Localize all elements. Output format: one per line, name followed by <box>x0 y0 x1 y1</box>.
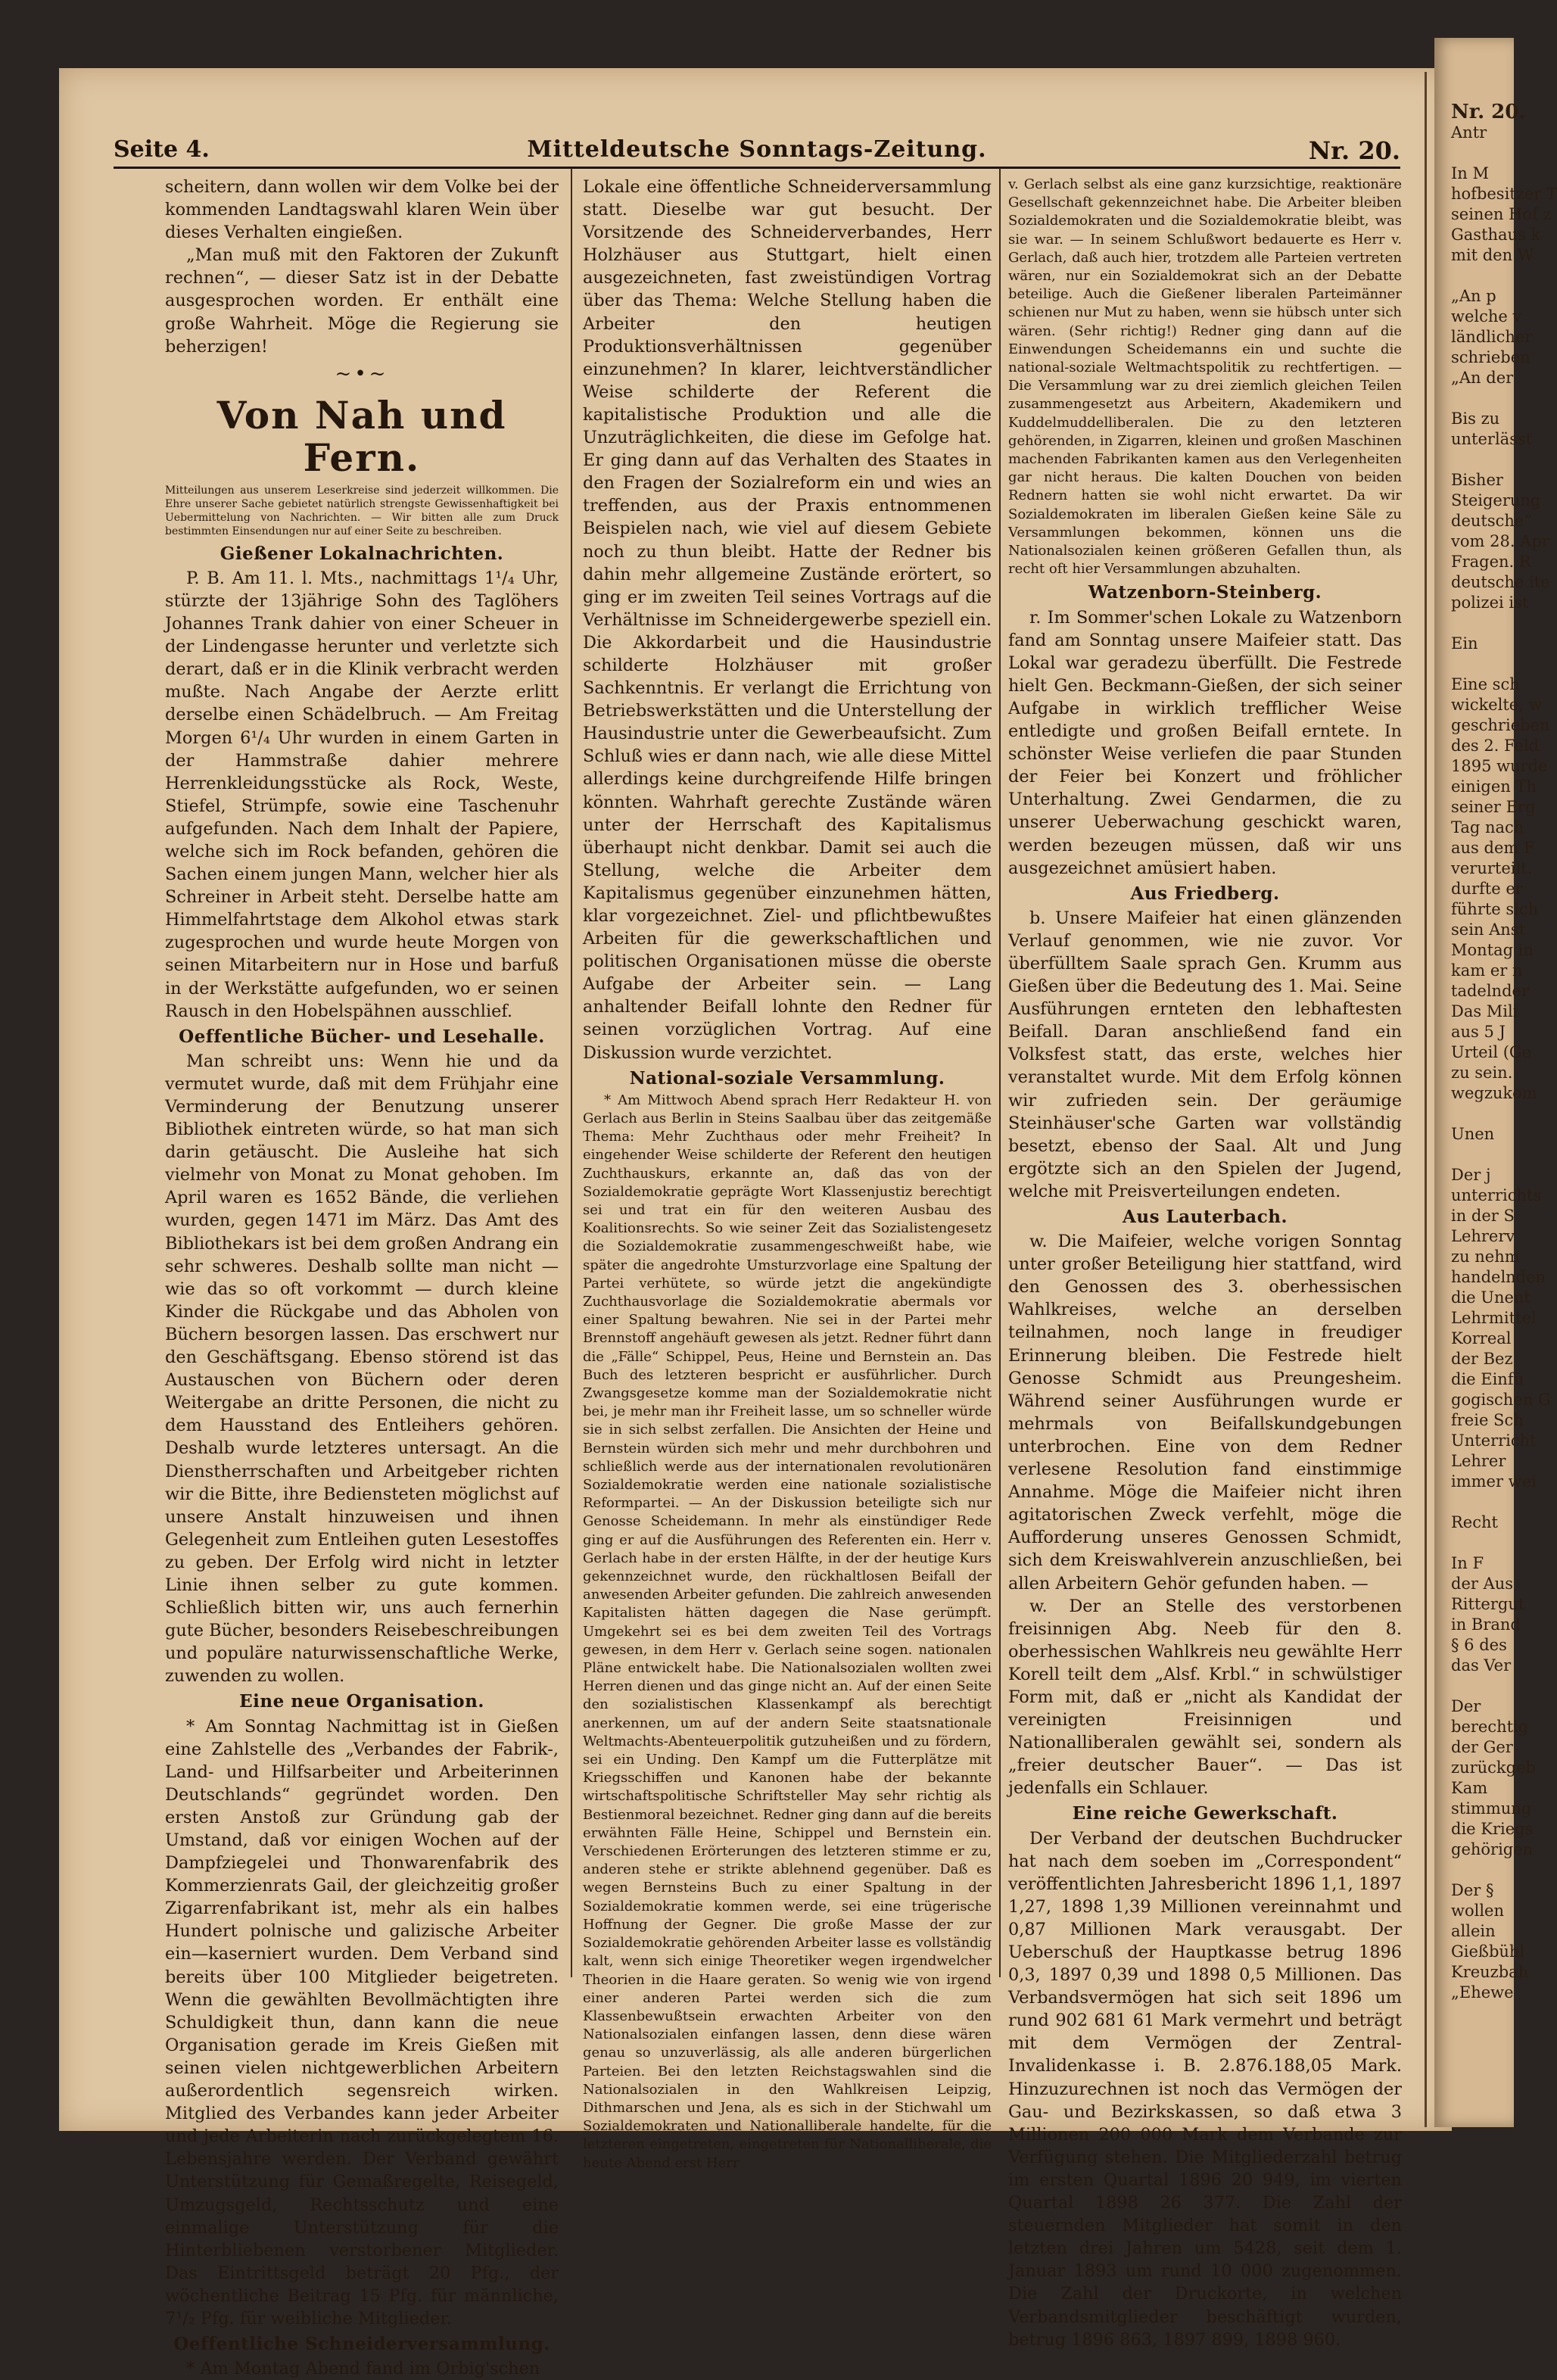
adjacent-page-fragment <box>1434 38 1557 2127</box>
paragraph: Der Verband der deutschen Buchdrucker hat nach dem soeben im „Correspondent“ veröffentlichten Jahresbericht 1896 1,1, 1897 1,27, 1898 1,39 Millionen vereinnahmt und 0,87 Millionen Mark verausgabt. Der Ueberschuß der Hauptkasse betrug 1896 0,3, 1897 0,39 und 1898 0,5 Millionen. Das Verbandsvermögen hat sich seit 1896 um rund 902 681 61 Mark vermehrt und beträgt mit dem Vermögen der Zentral-Invalidenkasse i. B. 2.876.188,05 Mark. Hinzuzurechnen ist noch das Vermögen der Gau- und Bezirkskassen, so daß etwa 3 Millionen 200 000 Mark dem Verbande zur Verfügung stehen. Die Mitgliederzahl betrug im ersten Quartal 1896 20 949, im vierten Quartal 1898 26 377. Die Zahl der steuernden Mitglieder hat somit in den letzten drei Jahren um 5428, seit dem 1. Januar 1893 um rund 10 000 zugenommen. Die Zahl der Druckorte, in welchen Verbandsmitglieder beschäftigt wurden, betrug 1896 863, 1897 899, 1898 960. <box>1008 1828 1402 2350</box>
adjacent-page-line: Unen <box>1451 1125 1495 1143</box>
adjacent-page-line: Eine sch <box>1451 675 1520 693</box>
adjacent-page-line <box>1434 1676 1514 1696</box>
adjacent-page-line: Rittergut <box>1451 1595 1525 1613</box>
column-1 <box>165 176 559 2379</box>
adjacent-page-line: kam er n <box>1451 961 1523 980</box>
adjacent-page-line: freie Sch <box>1451 1411 1524 1429</box>
adjacent-page-line: durfte er <box>1451 880 1523 898</box>
adjacent-page-line: „An p <box>1451 287 1496 305</box>
adjacent-page-line: das Ver <box>1451 1656 1512 1674</box>
adjacent-page-line: Ein <box>1451 634 1478 653</box>
adjacent-page-line <box>1434 1492 1514 1512</box>
ornament-divider: ~•~ <box>335 362 389 385</box>
adjacent-page-line: verurteilt. <box>1451 859 1533 877</box>
adjacent-page-line: aus 5 J <box>1451 1023 1506 1041</box>
header-rule <box>114 167 1400 169</box>
adjacent-page-line: Nr. 20. <box>1451 101 1526 123</box>
page-number: Seite 4. <box>114 136 210 163</box>
adjacent-page-line: polizei ist <box>1451 593 1529 612</box>
adjacent-page-line: Gießbühl <box>1451 1942 1525 1961</box>
adjacent-page-line: Lehrer <box>1451 1452 1506 1470</box>
paragraph: w. Die Maifeier, welche vorigen Sonntag unter großer Beteiligung hier stattfand, wird den Genossen des 3. oberhessischen Wahlkreises, welche an derselben teilnahmen, noch lange in freudiger Erinnerung bleiben. Die Festrede hielt Genosse Schmidt aus Preungesheim. Während seiner Ausführungen wurde er mehrmals von Beifallskundgebungen unterbrochen. Eine von dem Redner verlesene Resolution fand einstimmige Annahme. Möge die Maifeier nicht ihren agitatorischen Zweck verfehlt, möge die Aufforderung unseres Genossen Schmidt, sich dem Kreiswahlverein anzuschließen, bei allen Arbeitern Gehör gefunden haben. — <box>1008 1232 1402 1593</box>
column-2 <box>583 176 992 2171</box>
adjacent-page-line: allein <box>1451 1922 1496 1940</box>
adjacent-page-line: welche v <box>1451 307 1522 326</box>
paragraph: v. Gerlach selbst als eine ganz kurzsichtige, reaktionäre Gesellschaft gekennzeichnet habe. Die Arbeiter bleiben Sozialdemokraten und die Sozialdemokratie bleibt, was sie war. — In seinem Schlußwort bedauerte es Herr v. Gerlach, daß auch hier, trotzdem alle Parteien vertreten wären, nur ein Sozialdemokrat sich an der Debatte beteilige. Auch die Gießener liberalen Parteimänner schienen nur Mut zu haben, wenn sie hübsch unter sich wären. (Sehr richtig!) Redner ging dann auf die Einwendungen Scheidemanns ein und suchte die national-soziale Weltmachtspolitik zu rechtfertigen. — Die Versammlung war zu drei ziemlich gleichen Teilen zusammengesetzt aus Arbeitern, Akademikern und Kuddelmuddelliberalen. Die zu den letzteren gehörenden, in Zigarren, kleinen und großen Maschinen machenden Fabrikanten kamen aus den Verlegenheiten gar nicht heraus. Die kalten Douchen von beiden Rednern hatten sie wohl nicht erwartet. Da wir Sozialdemokraten im liberalen Gießen keine Säle zu Versammlungen bekommen, können uns die Nationalsozialen keinen größeren Gefallen thun, als recht oft hier Versammlungen abzuhalten. <box>1008 176 1402 578</box>
adjacent-page-line: Bisher <box>1451 471 1503 489</box>
adjacent-page-line: in der S <box>1451 1207 1515 1225</box>
adjacent-page-line <box>1434 143 1514 164</box>
article-heading: Eine neue Organisation. <box>239 1691 484 1712</box>
adjacent-page-line: sein Anst <box>1451 921 1526 939</box>
adjacent-page-line: § 6 des <box>1451 1636 1507 1654</box>
adjacent-page-line: der Ger <box>1451 1738 1513 1756</box>
adjacent-page-line: ländlicher <box>1451 328 1533 346</box>
adjacent-page-line: In F <box>1451 1554 1484 1572</box>
adjacent-page-line: „Ehewe <box>1451 1983 1514 2002</box>
adjacent-page-line: seinen Hof z <box>1451 205 1552 223</box>
adjacent-page-line: immer wei <box>1451 1472 1537 1491</box>
adjacent-page-line: Antr <box>1451 123 1487 142</box>
adjacent-page-line: unterrichts <box>1451 1186 1542 1204</box>
adjacent-page-line: vom 28. Apr <box>1451 532 1549 550</box>
column-3 <box>1008 176 1402 2350</box>
adjacent-page-line: hofbesitzer T <box>1451 185 1557 203</box>
article-heading: Oeffentliche Schneiderversammlung. <box>173 2334 550 2355</box>
adjacent-page-line: gogischen G <box>1451 1391 1551 1409</box>
adjacent-page-line: stimmung <box>1451 1799 1532 1818</box>
adjacent-page-line: der Bez <box>1451 1350 1513 1368</box>
adjacent-page-line: deutsche ite <box>1451 573 1550 591</box>
adjacent-page-line: der Aus <box>1451 1575 1514 1593</box>
paragraph: b. Unsere Maifeier hat einen glänzenden Verlauf genommen, wie nie zuvor. Vor überfülltem Saale sprach Gen. Krumm aus Gießen über die Bedeutung des 1. Mai. Seine Ausführungen ernteten den lebhaftesten Beifall. Daran anschließend fand ein Volksfest statt, das erste, welches hier veranstaltet wurde. Mit dem Erfolg können wir zufrieden sein. Der geräumige Steinhäuser'sche Garten war vollständig besetzt, ebenso der Saal. Alt und Jung ergötzte sich an den Spielen der Jugend, welche mit Preisverteilungen endeten. <box>1008 908 1402 1201</box>
adjacent-page-line: Urteil (Ge <box>1451 1043 1532 1061</box>
paragraph: * Am Mittwoch Abend sprach Herr Redakteur H. von Gerlach aus Berlin in Steins Saalbau über das zeitgemäße Thema: Mehr Zuchthaus oder mehr Freiheit? In eingehender Weise schilderte der Referent den heutigen Zuchthauskurs, erkannte an, daß das von der Sozialdemokratie geprägte Wort Klassenjustiz berechtigt sei und trat ein für den weiteren Ausbau des Koalitionsrechts. So wie seiner Zeit das Sozialistengesetz die Sozialdemokratie zusammengeschweißt habe, wie später die angedrohte Umsturzvorlage eine Spaltung der Partei verhütete, so würde jetzt die angekündigte Zuchthausvorlage die Sozialdemokratie abermals vor einer Spaltung bewahren. Nie sei in der Partei mehr Brennstoff angehäuft gewesen als jetzt. Redner führt dann die „Fälle“ Schippel, Peus, Heine und Bernstein an. Das Buch des letzteren bespricht er ausführlicher. Durch Zwangsgesetze komme man der Sozialdemokratie nicht bei, je mehr man ihr Freiheit lasse, um so schneller würde sie in sich selbst zerfallen. Die Ansichten der Heine und Bernstein würden sich mehr und mehr durchbohren und schließlich werde aus der internationalen revolutionären Sozialdemokratie werden eine nationale sozialistische Reformpartei. — An der Diskussion beteiligte sich nur Genosse Scheidemann. In mehr als einstündiger Rede ging er auf die Ausführungen des Referenten ein. Herr v. Gerlach habe in der ersten Hälfte, in der der heutige Kurs gekennzeichnet wurde, den rückhaltlosen Beifall der anwesenden Arbeiter gefunden. Die zahlreich anwesenden Kapitalisten hätten dagegen die Nase gerümpft. Umgekehrt sei es bei dem zweiten Teil des Vortrags gewesen, in dem Herr v. Gerlach seine sogen. nationalen Pläne entwickelt habe. Die Nationalsozialen wollten zwei Herren dienen und das ginge nicht an. Auf der einen Seite den sozialistischen Klassenkampf als berechtigt anerkennen, um auf der andern Seite staatsnationale Weltmachts-Abenteuerpolitik gutzuheißen und zu fördern, sei ein Unding. Den Kampf um die Futterplätze mit Kriegsschiffen und Kanonen habe der bekannte wirtschaftspolitische Schriftsteller May sehr richtig als Bestienmoral bezeichnet. Redner ging dann auf die bereits erwähnten Fälle Heine, Schippel und Bernstein ein. Verschiedenen Erörterungen des letzteren stimme er zu, anderen stehe er strikte ablehnend gegenüber. Daß es wegen Bernsteins Buch zu einer Spaltung in der Sozialdemokratie kommen werde, sei eine trügerische Hoffnung der Gegner. Die große Masse der zur Sozialdemokratie gehörenden Arbeiter lasse es vollständig kalt, wenn sich einige Theoretiker wegen irgendwelcher Theorien in die Haare geraten. So wenig wie von irgend einer anderen Partei werden sich die zum Klassenbewußtsein erwachten Arbeiter von den Nationalsozialen einfangen lassen, denn diese wären genau so unzuverlässig, als alle anderen bürgerlichen Parteien. Bei den letzten Reichstagswahlen sind die Nationalsozialen in den Wahlkreisen Leipzig, Dithmarschen und Jena, als es sich in der Stichwahl um Sozialdemokraten und Nationalliberale handelte, für die letzteren eingetreten, eingetreten für Nationalliberale, die heute Abend erst Herr <box>583 1092 992 2171</box>
article-heading: Aus Friedberg. <box>1130 883 1280 904</box>
adjacent-page-line: Fragen. R <box>1451 553 1531 571</box>
adjacent-page-line: geschrieben <box>1451 716 1550 734</box>
adjacent-page-line: Kam <box>1451 1779 1488 1797</box>
adjacent-page-line: „An der <box>1451 369 1514 387</box>
column-divider <box>571 168 572 1977</box>
paragraph: w. Der an Stelle des verstorbenen freisinnigen Abg. Neeb für den 8. oberhessischen Wahlkreis neu gewählte Herr Korell teilt dem „Alsf. Krbl.“ in schwülstiger Form mit, daß er „nicht als Kandidat der vereinigten Freisinnigen und Nationalliberalen gewählt sei, sondern als „freier deutscher Bauer“. — Das ist jedenfalls ein Schlauer. <box>1008 1596 1402 1799</box>
adjacent-page-line <box>1434 1104 1514 1124</box>
adjacent-page-line: Lehrmittel <box>1451 1309 1537 1327</box>
adjacent-page-line: In M <box>1451 164 1489 182</box>
adjacent-page-line: unterlässt <box>1451 430 1533 448</box>
adjacent-page-line: deutsche“ <box>1451 512 1533 530</box>
adjacent-page-line: zu sein. <box>1451 1064 1513 1082</box>
adjacent-page-line: wollen <box>1451 1902 1505 1920</box>
adjacent-page-line: Korreal <box>1451 1329 1512 1347</box>
column-divider <box>999 168 1001 1977</box>
adjacent-page-line: des 2. Feld <box>1451 737 1540 755</box>
adjacent-page-line: seiner Erg <box>1451 798 1536 816</box>
paragraph: Man schreibt uns: Wenn hie und da vermutet wurde, daß mit dem Frühjahr eine Verminderung der Benutzung unserer Bibliothek eintreten würde, so hat man sich darin getäuscht. Die Ausleihe hat sich vielmehr von Monat zu Monat gehoben. Im April waren es 1652 Bände, die verliehen wurden, gegen 1471 im März. Das Amt des Bibliothekars ist bei dem großen Andrang ein sehr schweres. Deshalb sollte man nicht — wie das so oft vorkommt — durch kleine Kinder die Rückgabe und das Abholen von Büchern besorgen lassen. Das erschwert nur den Geschäftsgang. Ebenso störend ist das Austauschen von Büchern oder deren Weitergabe an dritte Personen, die nicht zu dem Hausstand des Entleihers gehören. Deshalb wurde letzteres untersagt. An die Dienstherrschaften und Arbeitgeber richten wir die Bitte, ihre Bediensteten möglichst auf unsere Anstalt hinzuweisen und ihnen Gelegenheit zum Entleihen guten Lesestoffes zu geben. Der Erfolg wird nicht in letzter Linie ihnen selber zu gute kommen. Schließlich bitten wir, uns auch fernerhin gute Bücher, besonders Reisebeschreibungen und populäre naturwissenschaftliche Werke, zuwenden zu wollen. <box>165 1051 559 1687</box>
adjacent-page-line: handelnden <box>1451 1268 1546 1286</box>
adjacent-page-line <box>1434 1145 1514 1165</box>
adjacent-page-line: berechtig <box>1451 1718 1529 1736</box>
article-heading: Gießener Lokalnachrichten. <box>220 543 504 564</box>
adjacent-page-line: 1895 wurde <box>1451 757 1548 775</box>
adjacent-page-line: Das Mili <box>1451 1002 1518 1020</box>
paragraph: Lokale eine öffentliche Schneiderversammlung statt. Dieselbe war gut besucht. Der Vorsitzende des Schneiderverbandes, Herr Holzhäuser aus Stuttgart, hielt einen ausgezeichneten, fast zweistündigen Vortrag über das Thema: Welche Stellung haben die Arbeiter den heutigen Produktionsverhältnissen gegenüber einzunehmen? In klarer, leichtverständlicher Weise schilderte der Referent die kapitalistische Produktion und alle die Unzuträglichkeiten, die diese im Gefolge hat. Er ging dann auf das Verhalten des Staates in den Fragen der Sozialreform ein und wies an treffenden, aus der Praxis entnommenen Beispielen nach, wie viel auf diesem Gebiete noch zu thun bleibt. Hatte der Redner bis dahin mehr allgemeine Zustände erörtert, so ging er im zweiten Teil seines Vortrags auf die Verhältnisse im Schneidergewerbe speziell ein. Die Akkordarbeit und die Hausindustrie schilderte Holzhäuser mit großer Sachkenntnis. Er verlangt die Errichtung von Betriebswerkstätten und die Unterstellung der Hausindustrie unter die Gewerbeaufsicht. Zum Schluß wies er dann nach, wie alle diese Mittel allerdings keine durchgreifende Hilfe bringen könnten. Wahrhaft gerechte Zustände wären unter der Herrschaft des Kapitalismus überhaupt nicht denkbar. Damit sei auch die Stellung, welche die Arbeiter dem Kapitalismus gegenüber einzunehmen hätten, klar vorgezeichnet. Ziel- und pflichtbewußtes Arbeiten für die gewerkschaftlichen und politischen Organisationen müsse die oberste Aufgabe der Arbeiter sein. — Lang anhaltender Beifall lohnte den Redner für seinen vorzüglichen Vortrag. Auf eine Diskussion wurde verzichtet. <box>583 177 992 1063</box>
adjacent-page-line: die Einfü <box>1451 1370 1524 1388</box>
page-edge-shadow <box>1425 72 1427 2127</box>
adjacent-page-line: Montag in <box>1451 941 1534 959</box>
adjacent-page-line: tadelnder <box>1451 982 1529 1000</box>
article-heading: Aus Lauterbach. <box>1123 1207 1288 1227</box>
section-title: Von Nah und Fern. <box>216 392 507 480</box>
adjacent-page-line: in Brand <box>1451 1615 1521 1634</box>
paragraph: „Man muß mit den Faktoren der Zukunft rechnen“, — dieser Satz ist in der Debatte ausgesprochen worden. Er enthält eine große Wahrheit. Möge die Regierung sie beherzigen! <box>165 245 559 357</box>
paragraph: scheitern, dann wollen wir dem Volke bei der kommenden Landtagswahl klaren Wein über dieses Verhalten eingießen. <box>165 177 559 243</box>
adjacent-page-line: mit den W <box>1451 246 1534 264</box>
adjacent-page-line: Steigerung <box>1451 491 1541 509</box>
adjacent-page-line: Recht <box>1451 1513 1498 1531</box>
adjacent-page-line: Der <box>1451 1697 1481 1715</box>
adjacent-page-line: aus dem F <box>1451 839 1535 857</box>
paragraph: r. Im Sommer'schen Lokale zu Watzenborn fand am Sonntag unsere Maifeier statt. Das Lokal war geradezu überfüllt. Die Festrede hielt Gen. Beckmann-Gießen, der sich seiner Aufgabe in wirklich trefflicher Weise entledigte und großen Beifall erntete. In schönster Weise verliefen die paar Stunden der Feier bei Konzert und fröhlicher Unterhaltung. Zwei Gendarmen, die zu unserer Ueberwachung geschickt waren, werden bezeugen müssen, daß wir uns ausgezeichnet amüsiert haben. <box>1008 607 1402 878</box>
adjacent-page-line: wegzukom <box>1451 1084 1537 1102</box>
newspaper-title: Mitteldeutsche Sonntags-Zeitung. <box>527 136 987 163</box>
adjacent-page-line: schrieben <box>1451 348 1531 366</box>
adjacent-page-line: zu nehm <box>1451 1248 1520 1266</box>
adjacent-page-line: Kreuzbah <box>1451 1963 1529 1981</box>
section-intro: Mitteilungen aus unserem Leserkreise sind jederzeit willkommen. Die Ehre unserer Sache gebietet natürlich strengste Gewissenhaftigkeit bei Uebermittelung von Nachrichten. — Wir bitten alle zum Druck bestimmten Einsendungen nur auf einer Seite zu beschreiben. <box>165 484 559 537</box>
adjacent-page-line: Lehrerv <box>1451 1227 1515 1245</box>
adjacent-page-line <box>1434 654 1514 674</box>
adjacent-page-line: gehörigen <box>1451 1840 1534 1858</box>
adjacent-page-text <box>1434 38 1557 2003</box>
paragraph: * Am Montag Abend fand im Orbig'schen <box>186 2359 540 2379</box>
paragraph: * Am Sonntag Nachmittag ist in Gießen eine Zahlstelle des „Verbandes der Fabrik-, Land- und Hilfsarbeiter und Arbeiterinnen Deutschlands“ gegründet worden. Den ersten Anstoß zur Gründung gab der Umstand, daß vor einigen Wochen auf der Dampfziegelei und Thonwarenfabrik des Kommerzienrats Gail, der gleichzeitig großer Zigarrenfabrikant ist, mehr als ein halbes Hundert polnische und galizische Arbeiter ein—kaserniert wurden. Dem Verband sind bereits über 100 Mitglieder beigetreten. Wenn die gewählten Bevollmächtigten ihre Schuldigkeit thun, dann kann die neue Organisation gerade im Kreis Gießen mit seinen vielen nichtgewerblichen Arbeitern außerordentlich segensreich wirken. Mitglied des Verbandes kann jeder Arbeiter und jede Arbeiterin nach zurückgelegtem 16. Lebensjahre werden. Der Verband gewährt Unterstützung für Gemaßregelte, Reisegeld, Umzugsgeld, Rechtsschutz und eine einmalige Unterstützung für die Hinterbliebenen verstorbener Mitglieder. Das Eintrittsgeld beträgt 20 Pfg., der wöchentliche Beitrag 15 Pfg. für männliche, 7¹/₂ Pfg. für weibliche Mitglieder. <box>165 1716 559 2329</box>
adjacent-page-line: Der § <box>1451 1881 1494 1899</box>
article-heading: Oeffentliche Bücher- und Lesehalle. <box>179 1026 545 1047</box>
adjacent-page-line <box>1434 388 1514 409</box>
adjacent-page-line <box>1434 450 1514 470</box>
adjacent-page-line: die Kriegs <box>1451 1820 1534 1838</box>
adjacent-page-line: die Unent <box>1451 1288 1531 1307</box>
article-heading: Watzenborn-Steinberg. <box>1088 582 1322 603</box>
adjacent-page-line <box>1434 1533 1514 1553</box>
adjacent-page-line: einigen Th <box>1451 777 1537 796</box>
adjacent-page-line <box>1434 1860 1514 1880</box>
adjacent-page-line: Unterricht <box>1451 1431 1537 1450</box>
adjacent-page-line: führte sich <box>1451 900 1539 918</box>
adjacent-page-line: Bis zu <box>1451 410 1500 428</box>
adjacent-page-line <box>1434 613 1514 634</box>
adjacent-page-line: Gasthaus k <box>1451 226 1541 244</box>
adjacent-page-line: zurückgeb <box>1451 1759 1536 1777</box>
adjacent-page-line: wickelte, w <box>1451 696 1543 714</box>
adjacent-page-line <box>1434 266 1514 286</box>
adjacent-page-line: Der j <box>1451 1166 1491 1184</box>
article-heading: National-soziale Versammlung. <box>629 1067 945 1089</box>
article-heading: Eine reiche Gewerkschaft. <box>1072 1803 1338 1824</box>
adjacent-page-line: Tag nach <box>1451 818 1524 836</box>
paragraph: P. B. Am 11. l. Mts., nachmittags 1¹/₄ Uhr, stürzte der 13jährige Sohn des Taglöhers Johannes Trank dahier von einer Scheuer in der Lindengasse herunter und verletzte sich derart, daß er in die Klinik verbracht werden mußte. Nach Angabe der Aerzte erlitt derselbe einen Schädelbruch. — Am Freitag Morgen 6¹/₄ Uhr wurden in einem Garten in der Hammstraße dahier mehrere Herrenkleidungsstücke als Rock, Weste, Stiefel, Strümpfe, sowie eine Taschenuhr aufgefunden. Nach dem Inhalt der Papiere, welche sich im Rock befanden, gehören die Sachen einem jungen Mann, welcher hier als Schreiner in Arbeit steht. Derselbe hatte am Himmelfahrtstage dem Alkohol etwas stark zugesprochen und wurde heute Morgen von seinen Mitarbeitern nur in Hose und barfuß in der Werkstätte aufgefunden, wo er seinen Rausch in den Hobelspähnen ausschlief. <box>165 568 559 1021</box>
issue-number: Nr. 20. <box>1308 136 1400 165</box>
